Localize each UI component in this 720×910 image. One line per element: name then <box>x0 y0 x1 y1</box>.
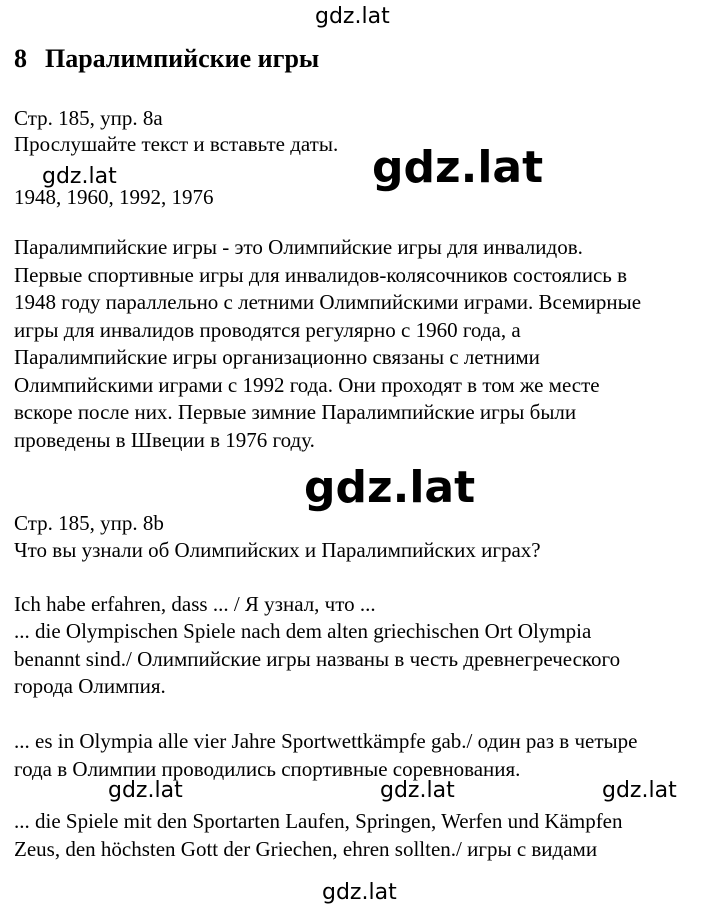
task-a-instruction: Прослушайте текст и вставьте даты. <box>14 132 339 156</box>
task-a-ref: Стр. 185, упр. 8а <box>14 106 163 130</box>
task-b-intro: Ich habe erfahren, dass ... / Я узнал, что ... <box>14 592 376 616</box>
task-a-dates: 1948, 1960, 1992, 1976 <box>14 185 214 209</box>
text-line: проведены в Швеции в 1976 году. <box>14 427 315 452</box>
text-line: Zeus, den höchsten Gott der Griechen, ehren sollten./ игры с видами <box>14 836 598 861</box>
text-line: года в Олимпии проводились спортивные соревнования. <box>14 756 521 781</box>
text-line: ... die Spiele mit den Sportarten Laufen, Springen, Werfen und Kämpfen <box>14 809 623 833</box>
text-line: 1948 году параллельно с летними Олимпийскими играми. Всемирные <box>14 290 642 314</box>
watermark-mid-small: gdz.lat <box>42 164 117 189</box>
task-b-question: Что вы узнали об Олимпийских и Паралимпийских играх? <box>14 538 541 562</box>
text-line: города Олимпия. <box>14 674 166 698</box>
text-line: Паралимпийские игры организационно связаны с летними <box>14 345 540 369</box>
text-line: ... es in Olympia alle vier Jahre Sportwettkämpfe gab./ один раз в четыре <box>14 729 638 753</box>
section-title-text: Паралимпийские игры <box>45 44 320 73</box>
text-line: benannt sind./ Олимпийские игры названы в честь древнегреческого <box>14 646 621 671</box>
task-a-text <box>14 234 714 454</box>
text-line: Первые спортивные игры для инвалидов-колясочников состоялись в <box>14 262 628 287</box>
answer-2 <box>14 728 714 783</box>
watermark-top: gdz.lat <box>315 4 390 29</box>
text-line: игры для инвалидов проводятся регулярно с 1960 года, а <box>14 317 521 342</box>
text-line: Олимпийскими играми с 1992 года. Они проходят в том же месте <box>14 372 600 397</box>
watermark-row-left: gdz.lat <box>108 778 183 803</box>
watermark-big-2: gdz.lat <box>304 462 476 513</box>
text-line: вскоре после них. Первые зимние Паралимпийские игры были <box>14 400 577 424</box>
answer-3 <box>14 808 714 863</box>
text-line: ... die Olympischen Spiele nach dem alten griechischen Ort Olympia <box>14 619 592 643</box>
watermark-row-right: gdz.lat <box>602 778 677 803</box>
task-b-ref: Стр. 185, упр. 8b <box>14 511 164 535</box>
answer-1 <box>14 618 714 701</box>
text-line: Паралимпийские игры - это Олимпийские игры для инвалидов. <box>14 235 583 259</box>
section-number: 8 <box>14 44 27 73</box>
watermark-bottom: gdz.lat <box>322 880 397 905</box>
section-title <box>14 44 319 74</box>
watermark-big-1: gdz.lat <box>372 142 544 193</box>
watermark-row-center: gdz.lat <box>380 778 455 803</box>
